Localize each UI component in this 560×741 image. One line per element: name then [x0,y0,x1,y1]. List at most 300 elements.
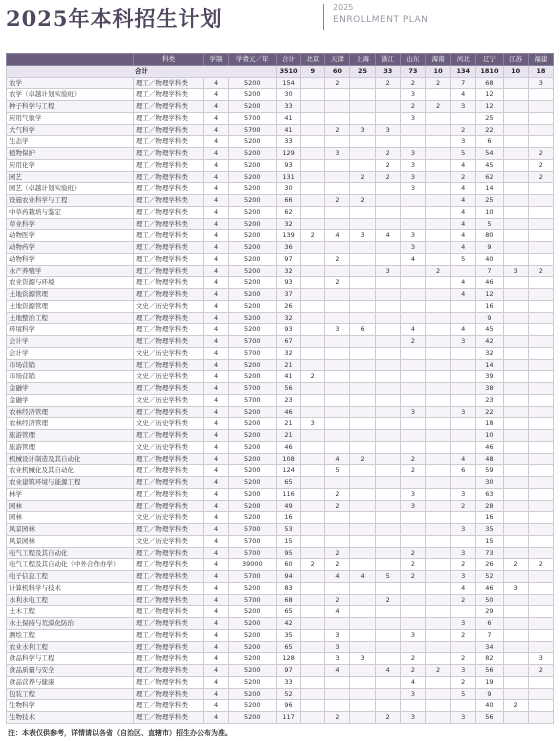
quota-cell: 2 [325,195,350,207]
quota-cell: 4 [451,183,476,195]
quota-cell: 4 [451,242,476,254]
quota-cell [400,441,425,453]
tuition-fee: 5200 [228,183,276,195]
quota-cell [375,183,400,195]
quota-cell: 4 [325,453,350,465]
quota-cell [400,394,425,406]
quota-cell [425,277,450,289]
quota-cell: 4 [451,324,476,336]
quota-cell [528,547,553,559]
duration-years: 4 [204,406,228,418]
duration-years: 4 [204,430,228,442]
quota-cell: 59 [476,465,503,477]
quota-cell: 3 [400,712,425,724]
quota-cell [451,512,476,524]
tuition-fee: 5200 [228,406,276,418]
quota-cell [503,606,528,618]
quota-cell: 2 [400,571,425,583]
quota-cell [325,242,350,254]
quota-cell: 2 [528,665,553,677]
quota-cell: 46 [476,582,503,594]
quota-cell: 10 [476,430,503,442]
table-row [7,77,554,89]
tuition-fee: 5200 [228,148,276,160]
quota-cell: 3 [451,406,476,418]
quota-cell: 4 [325,230,350,242]
quota-cell: 3 [451,336,476,348]
table-row [7,253,554,265]
duration-years: 4 [204,336,228,348]
quota-cell [350,336,375,348]
quota-cell: 4 [451,277,476,289]
tuition-fee: 5700 [228,112,276,124]
quota-cell [400,218,425,230]
subject-category: 理工／物理学科类 [133,453,204,465]
subject-category: 理工／物理学科类 [133,688,204,700]
tuition-fee: 5700 [228,535,276,547]
quota-cell [325,394,350,406]
quota-cell [503,571,528,583]
quota-cell: 62 [276,206,300,218]
quota-cell [400,418,425,430]
quota-cell: 15 [476,535,503,547]
column-header: 上海 [350,54,375,66]
quota-cell [301,665,325,677]
quota-cell [528,312,553,324]
quota-cell [301,148,325,160]
tuition-fee: 5200 [228,136,276,148]
quota-cell: 2 [400,653,425,665]
quota-cell [503,441,528,453]
total-cell: 25 [350,65,375,77]
duration-years: 4 [204,277,228,289]
quota-cell [325,418,350,430]
quota-cell [503,253,528,265]
quota-cell [325,524,350,536]
header-blank-cell [7,54,134,66]
quota-cell: 3 [375,124,400,136]
quota-cell: 65 [276,641,300,653]
quota-cell [350,101,375,113]
major-name: 金融学 [7,383,134,395]
tuition-fee: 5200 [228,641,276,653]
table-row [7,430,554,442]
quota-cell [528,112,553,124]
column-header: 科类 [133,54,204,66]
quota-cell: 2 [325,559,350,571]
quota-cell: 2 [400,453,425,465]
quota-cell: 97 [276,253,300,265]
major-name: 土地资源管理 [7,289,134,301]
quota-cell: 46 [276,441,300,453]
quota-cell: 131 [276,171,300,183]
quota-cell [503,418,528,430]
duration-years: 4 [204,183,228,195]
quota-cell: 2 [325,77,350,89]
quota-cell [325,371,350,383]
total-cell: 73 [400,65,425,77]
quota-cell [425,453,450,465]
quota-cell [528,195,553,207]
tuition-fee: 5200 [228,242,276,254]
quota-cell: 4 [451,218,476,230]
quota-cell [375,371,400,383]
quota-cell: 35 [476,524,503,536]
quota-cell: 62 [476,171,503,183]
quota-cell: 3 [451,618,476,630]
quota-cell [325,171,350,183]
total-cell: 3510 [276,65,300,77]
quota-cell: 3 [451,101,476,113]
quota-cell [325,700,350,712]
quota-cell: 6 [350,324,375,336]
subject-category: 理工／物理学科类 [133,136,204,148]
quota-cell [301,712,325,724]
quota-cell [301,242,325,254]
quota-cell [400,265,425,277]
quota-cell [301,112,325,124]
quota-cell [350,383,375,395]
quota-cell [400,289,425,301]
duration-years: 4 [204,665,228,677]
total-cell: 134 [451,65,476,77]
quota-cell: 2 [325,277,350,289]
tuition-fee: 5700 [228,547,276,559]
quota-cell: 139 [276,230,300,242]
quota-cell: 56 [476,712,503,724]
table-row [7,547,554,559]
quota-cell: 52 [276,688,300,700]
quota-cell [350,500,375,512]
quota-cell [425,394,450,406]
quota-cell: 49 [276,500,300,512]
quota-cell: 4 [451,89,476,101]
quota-cell: 3 [325,324,350,336]
quota-cell [400,512,425,524]
subject-category: 文史／历史学科类 [133,535,204,547]
quota-cell [400,594,425,606]
quota-cell [301,535,325,547]
quota-cell: 63 [476,488,503,500]
quota-cell [503,277,528,289]
quota-cell: 2 [350,171,375,183]
table-row [7,606,554,618]
quota-cell [325,618,350,630]
quota-cell: 4 [375,665,400,677]
quota-cell: 6 [451,465,476,477]
quota-cell [503,101,528,113]
quota-cell [425,195,450,207]
quota-cell: 4 [451,195,476,207]
table-row [7,594,554,606]
quota-cell [451,641,476,653]
quota-cell: 9 [476,312,503,324]
subject-category: 理工／物理学科类 [133,653,204,665]
duration-years: 4 [204,524,228,536]
quota-cell [375,488,400,500]
quota-cell [375,253,400,265]
quota-cell: 2 [528,559,553,571]
title-divider [323,4,324,30]
quota-cell: 2 [451,629,476,641]
table-row [7,524,554,536]
subject-category: 文史／历史学科类 [133,347,204,359]
quota-cell [425,547,450,559]
tuition-fee: 5700 [228,383,276,395]
quota-cell [325,300,350,312]
quota-cell [528,242,553,254]
quota-cell [503,512,528,524]
quota-cell: 3 [400,148,425,160]
quota-cell [375,383,400,395]
quota-cell [425,148,450,160]
quota-cell: 21 [276,430,300,442]
quota-cell [350,159,375,171]
quota-cell [503,712,528,724]
tuition-fee: 5200 [228,253,276,265]
quota-cell: 46 [276,406,300,418]
subject-category: 理工／物理学科类 [133,289,204,301]
duration-years: 4 [204,218,228,230]
major-name: 风景园林 [7,535,134,547]
duration-years: 4 [204,195,228,207]
quota-cell [375,547,400,559]
quota-cell [400,312,425,324]
total-row [7,65,554,77]
quota-cell [503,359,528,371]
quota-cell [503,453,528,465]
subject-category: 理工／物理学科类 [133,571,204,583]
tuition-fee: 5700 [228,336,276,348]
quota-cell: 2 [350,195,375,207]
quota-cell: 3 [400,500,425,512]
quota-cell: 2 [451,594,476,606]
quota-cell [503,465,528,477]
quota-cell [350,289,375,301]
quota-cell [375,453,400,465]
quota-cell: 108 [276,453,300,465]
quota-cell [375,277,400,289]
quota-cell: 4 [325,606,350,618]
quota-cell [503,159,528,171]
quota-cell [350,183,375,195]
quota-cell [528,300,553,312]
quota-cell: 26 [276,300,300,312]
table-row [7,195,554,207]
quota-cell [400,206,425,218]
table-row [7,383,554,395]
quota-cell [503,371,528,383]
quota-cell: 3 [400,112,425,124]
column-header: 福建 [528,54,553,66]
quota-cell: 2 [325,488,350,500]
quota-cell [400,371,425,383]
quota-cell [503,653,528,665]
quota-cell: 2 [451,676,476,688]
quota-cell [528,394,553,406]
major-name: 草业科学 [7,218,134,230]
quota-cell [503,195,528,207]
quota-cell [503,124,528,136]
subject-category: 理工／物理学科类 [133,230,204,242]
quota-cell: 93 [276,159,300,171]
major-name: 水利水电工程 [7,594,134,606]
quota-cell [301,524,325,536]
quota-cell: 4 [451,159,476,171]
quota-cell: 3 [451,136,476,148]
duration-years: 4 [204,629,228,641]
quota-cell: 3 [400,406,425,418]
quota-cell [375,136,400,148]
duration-years: 4 [204,712,228,724]
quota-cell: 73 [476,547,503,559]
quota-cell [301,159,325,171]
quota-cell [400,300,425,312]
quota-cell: 2 [375,77,400,89]
subject-category: 理工／物理学科类 [133,582,204,594]
quota-cell [528,277,553,289]
table-row [7,289,554,301]
quota-cell [301,688,325,700]
total-cell: 10 [503,65,528,77]
quota-cell [425,594,450,606]
quota-cell [528,101,553,113]
quota-cell [528,641,553,653]
quota-cell: 42 [476,336,503,348]
quota-cell: 53 [276,524,300,536]
quota-cell [503,477,528,489]
quota-cell: 3 [451,712,476,724]
quota-cell: 2 [325,253,350,265]
quota-cell [350,277,375,289]
quota-cell: 2 [400,101,425,113]
column-header: 辽宁 [476,54,503,66]
quota-cell [425,430,450,442]
quota-cell: 2 [350,453,375,465]
duration-years: 4 [204,653,228,665]
quota-cell: 15 [276,535,300,547]
major-name: 土木工程 [7,606,134,618]
duration-years: 4 [204,347,228,359]
quota-cell [350,477,375,489]
quota-cell [451,418,476,430]
table-row [7,571,554,583]
quota-cell [400,535,425,547]
quota-cell: 2 [528,159,553,171]
quota-cell: 2 [400,77,425,89]
quota-cell: 25 [476,112,503,124]
quota-cell: 50 [476,594,503,606]
total-cell: 18 [528,65,553,77]
quota-cell [451,700,476,712]
total-cell: 1810 [476,65,503,77]
quota-cell: 3 [400,230,425,242]
quota-cell: 30 [276,183,300,195]
quota-cell [503,206,528,218]
quota-cell [301,618,325,630]
quota-cell [425,618,450,630]
subject-category: 理工／物理学科类 [133,406,204,418]
quota-cell [528,512,553,524]
quota-cell: 3 [325,653,350,665]
quota-cell: 129 [276,148,300,160]
quota-cell [528,629,553,641]
quota-cell [425,124,450,136]
duration-years: 4 [204,148,228,160]
quota-cell [528,289,553,301]
quota-cell [425,629,450,641]
major-name: 种子科学与工程 [7,101,134,113]
quota-cell [301,594,325,606]
quota-cell [301,101,325,113]
duration-years: 4 [204,535,228,547]
table-row [7,488,554,500]
quota-cell [400,618,425,630]
quota-cell: 6 [476,136,503,148]
table-row [7,477,554,489]
column-header: 海南 [425,54,450,66]
tuition-fee: 5200 [228,171,276,183]
quota-cell [375,430,400,442]
quota-cell [325,101,350,113]
quota-cell: 4 [375,230,400,242]
table-row [7,265,554,277]
quota-cell [301,488,325,500]
quota-cell [451,606,476,618]
quota-cell [325,336,350,348]
quota-cell [325,218,350,230]
quota-cell [350,582,375,594]
quota-cell [503,218,528,230]
quota-cell: 14 [476,183,503,195]
table-row [7,559,554,571]
quota-cell [375,312,400,324]
table-row [7,371,554,383]
quota-cell [375,300,400,312]
quota-cell [375,535,400,547]
quota-cell: 30 [276,89,300,101]
quota-cell [503,148,528,160]
quota-cell: 32 [276,218,300,230]
quota-cell [503,641,528,653]
quota-cell [425,347,450,359]
total-cell: 33 [375,65,400,77]
quota-cell [375,289,400,301]
table-row [7,653,554,665]
footnote: 注：本表仅供参考，详情请以各省（自治区、直辖市）招生办公布为准。 [8,729,232,737]
tuition-fee: 5200 [228,289,276,301]
quota-cell [350,535,375,547]
quota-cell [528,336,553,348]
major-name: 农业建筑环境与能源工程 [7,477,134,489]
tuition-fee: 5200 [228,606,276,618]
quota-cell [325,688,350,700]
quota-cell [400,124,425,136]
quota-cell: 4 [325,571,350,583]
duration-years: 4 [204,324,228,336]
quota-cell: 2 [451,124,476,136]
tuition-fee: 5200 [228,230,276,242]
table-row [7,512,554,524]
quota-cell [375,700,400,712]
duration-years: 4 [204,688,228,700]
quota-cell [528,582,553,594]
quota-cell: 2 [451,559,476,571]
quota-cell [528,324,553,336]
quota-cell [350,512,375,524]
tuition-fee: 5200 [228,453,276,465]
quota-cell: 9 [476,688,503,700]
